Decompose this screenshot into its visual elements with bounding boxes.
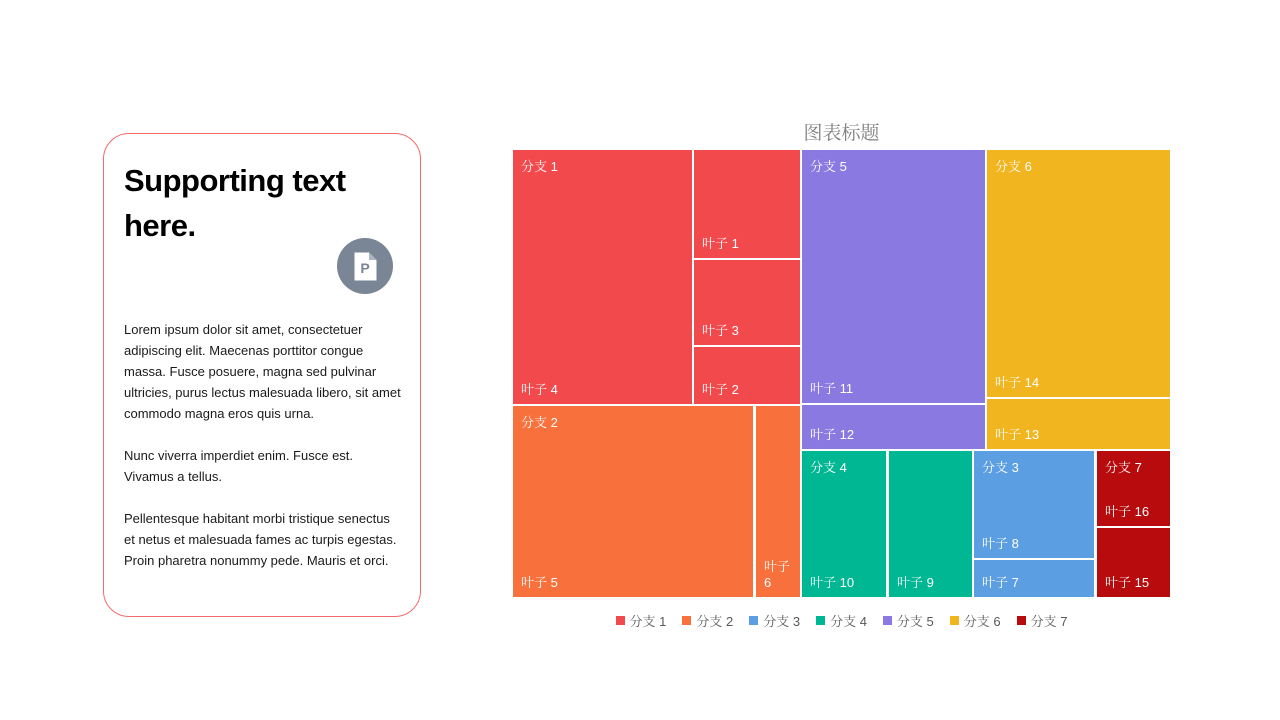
legend-item[interactable]	[816, 611, 867, 630]
legend-label: 分支 4	[830, 614, 867, 629]
treemap-branch-label: 分支 5	[810, 159, 847, 174]
legend-label: 分支 5	[896, 614, 934, 629]
treemap-branch-label: 分支 3	[982, 460, 1019, 475]
legend-item[interactable]	[682, 611, 733, 630]
treemap-cell[interactable]	[974, 451, 1094, 558]
treemap-leaf-label: 叶子 6	[764, 559, 791, 590]
treemap-branch-label: 分支 1	[521, 159, 558, 174]
treemap-leaf-label: 叶子 10	[810, 575, 855, 590]
legend-swatch-icon	[749, 616, 758, 625]
treemap-branch-label: 分支 7	[1105, 460, 1142, 475]
treemap-branch-label: 分支 4	[810, 460, 847, 475]
legend-label: 分支 6	[963, 614, 1001, 629]
treemap-branch-label: 分支 2	[521, 415, 558, 430]
treemap-cell[interactable]	[756, 406, 800, 597]
treemap-leaf-label: 叶子 13	[995, 427, 1040, 442]
legend-item[interactable]	[883, 611, 934, 630]
legend-item[interactable]	[616, 611, 667, 630]
legend-label: 分支 3	[763, 614, 801, 629]
legend-label: 分支 7	[1030, 614, 1068, 629]
supporting-text-card	[103, 133, 421, 617]
treemap-cell[interactable]	[694, 347, 800, 404]
chart-legend	[513, 611, 1170, 630]
legend-label: 分支 1	[629, 614, 667, 629]
treemap-cell[interactable]	[513, 406, 753, 597]
legend-swatch-icon	[1017, 616, 1026, 625]
treemap-cell[interactable]	[974, 560, 1094, 597]
legend-item[interactable]	[1017, 611, 1068, 630]
treemap-leaf-label: 叶子 7	[982, 575, 1019, 590]
legend-item[interactable]	[950, 611, 1001, 630]
treemap-leaf-label: 叶子 15	[1105, 575, 1150, 590]
treemap-cell[interactable]	[889, 451, 972, 597]
treemap-cell[interactable]	[1097, 451, 1170, 526]
treemap-leaf-label: 叶子 14	[995, 375, 1040, 390]
treemap-leaf-label: 叶子 4	[521, 382, 558, 397]
treemap-cell[interactable]	[987, 399, 1170, 449]
legend-swatch-icon	[950, 616, 959, 625]
treemap-cell[interactable]	[802, 405, 985, 449]
chart-title: 图表标题	[803, 123, 880, 144]
card-paragraph-1: Lorem ipsum dolor sit amet, consectetuer adipiscing elit. Maecenas porttitor congue massa. Fusce posuere, magna sed pulvinar ultricies, purus lectus malesuada libero, sit amet commodo magna eros quis urna.	[124, 322, 401, 421]
legend-swatch-icon	[883, 616, 892, 625]
treemap-branch-label: 分支 6	[995, 159, 1032, 174]
treemap-leaf-label: 叶子 1	[702, 236, 739, 251]
treemap-leaf-label: 叶子 16	[1105, 504, 1150, 519]
treemap-leaf-label: 叶子 5	[521, 575, 558, 590]
treemap-cell[interactable]	[1097, 528, 1170, 597]
card-title: Supporting text here.	[124, 163, 346, 243]
legend-item[interactable]	[749, 611, 800, 630]
svg-text:P: P	[359, 259, 370, 276]
treemap-leaf-label: 叶子 9	[897, 575, 934, 590]
treemap-cell[interactable]	[694, 150, 800, 258]
document-page-glyph	[353, 251, 378, 282]
legend-swatch-icon	[816, 616, 825, 625]
legend-swatch-icon	[682, 616, 691, 625]
treemap-cell[interactable]	[513, 150, 692, 404]
treemap-cell[interactable]	[802, 451, 886, 597]
legend-label: 分支 2	[696, 614, 734, 629]
treemap-leaf-label: 叶子 12	[810, 427, 855, 442]
card-paragraph-3: Pellentesque habitant morbi tristique senectus et netus et malesuada fames ac turpis egestas. Proin pharetra nonummy pede. Mauris et orci.	[124, 511, 397, 568]
treemap-cell[interactable]	[694, 260, 800, 345]
treemap-cell[interactable]	[802, 150, 985, 403]
treemap-plot	[513, 150, 1170, 597]
treemap-leaf-label: 叶子 8	[982, 536, 1019, 551]
treemap-leaf-label: 叶子 3	[702, 323, 739, 338]
card-paragraph-2: Nunc viverra imperdiet enim. Fusce est. Vivamus a tellus.	[124, 448, 354, 484]
treemap-leaf-label: 叶子 2	[702, 382, 739, 397]
card-body	[124, 319, 404, 592]
document-p-icon	[337, 238, 393, 294]
treemap-cell[interactable]	[987, 150, 1170, 397]
treemap-leaf-label: 叶子 11	[810, 381, 854, 396]
legend-swatch-icon	[616, 616, 625, 625]
